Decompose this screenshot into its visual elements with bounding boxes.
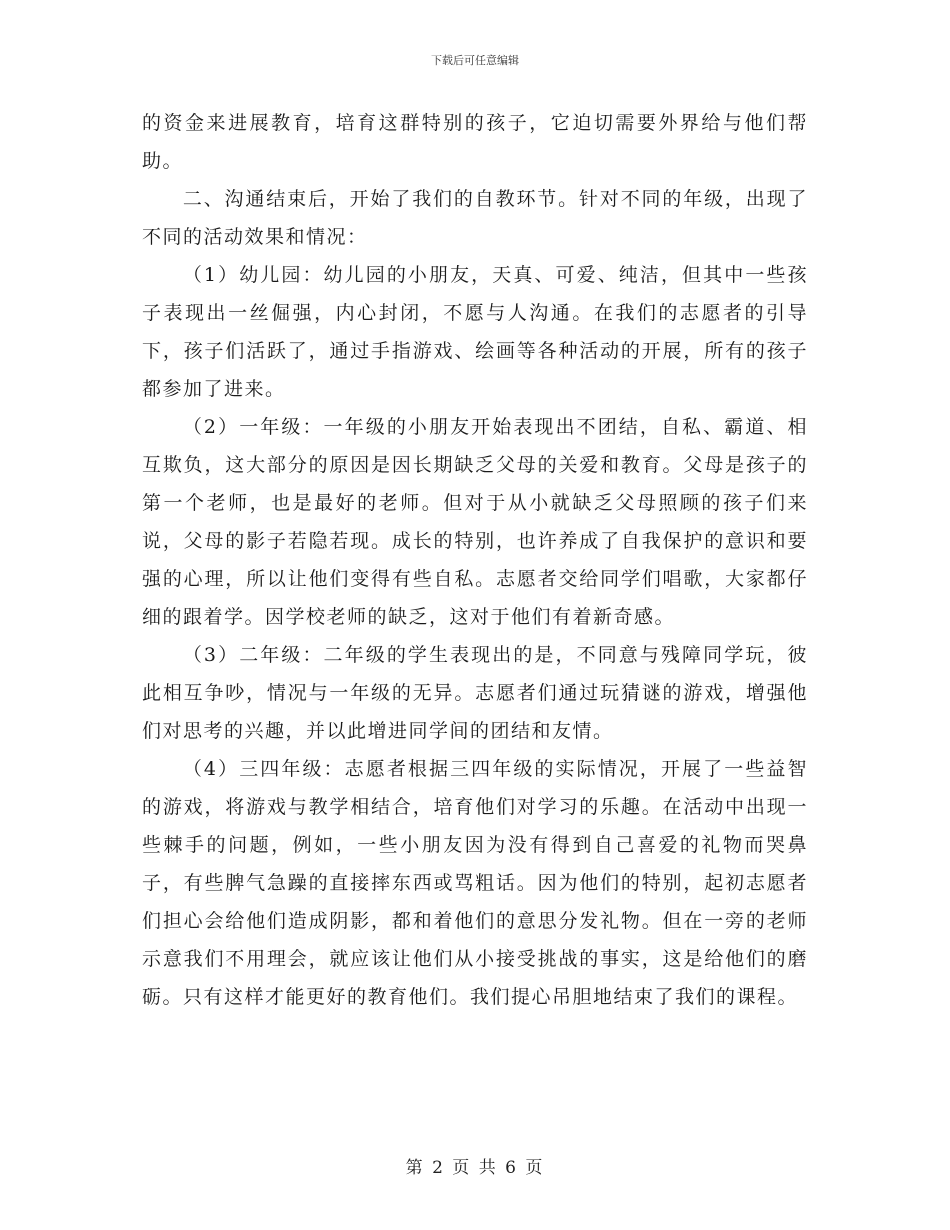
paragraph-grade-two: （3）二年级：二年级的学生表现出的是，不同意与残障同学玩，彼此相互争吵，情况与一年级的无异。志愿者们通过玩猜谜的游戏，增强他们对思考的兴趣，并以此增进同学间的团结和友情。 xyxy=(142,644,808,742)
paragraph-grade-three-four: （4）三四年级：志愿者根据三四年级的实际情况，开展了一些益智的游戏，将游戏与教学相结合，培育他们对学习的乐趣。在活动中出现一些棘手的问题，例如，一些小朋友因为没有得到自己喜爱的礼物而哭鼻子，有些脾气急躁的直接摔东西或骂粗话。因为他们的特别，起初志愿者们担心会给他们造成阴影，都和着他们的意思分发礼物。但在一旁的老师示意我们不用理会，就应该让他们从小接受挑战的事实，这是给他们的磨砺。只有这样才能更好的教育他们。我们提心吊胆地结束了我们的课程。 xyxy=(142,758,808,1008)
paragraph-grade-one: （2）一年级：一年级的小朋友开始表现出不团结，自私、霸道、相互欺负，这大部分的原因是因长期缺乏父母的关爱和教育。父母是孩子的第一个老师，也是最好的老师。但对于从小就缺乏父母照顾的孩子们来说，父母的影子若隐若现。成长的特别，也许养成了自我保护的意识和要强的心理，所以让他们变得有些自私。志愿者交给同学们唱歌，大家都仔细的跟着学。因学校老师的缺乏，这对于他们有着新奇感。 xyxy=(142,416,808,628)
page-number: 第 2 页 共 6 页 xyxy=(405,1158,545,1178)
document-body xyxy=(142,104,808,1016)
paragraph-continuation: 的资金来进展教育，培育这群特别的孩子，它迫切需要外界给与他们帮助。 xyxy=(142,112,808,172)
paragraph-kindergarten: （1）幼儿园：幼儿园的小朋友，天真、可爱、纯洁，但其中一些孩子表现出一丝倔强，内心封闭，不愿与人沟通。在我们的志愿者的引导下，孩子们活跃了，通过手指游戏、绘画等各种活动的开展，所有的孩子都参加了进来。 xyxy=(142,264,808,400)
paragraph-section-two: 二、沟通结束后，开始了我们的自教环节。针对不同的年级，出现了不同的活动效果和情况： xyxy=(142,188,808,248)
page-header: 下载后可任意编辑 xyxy=(431,54,519,67)
